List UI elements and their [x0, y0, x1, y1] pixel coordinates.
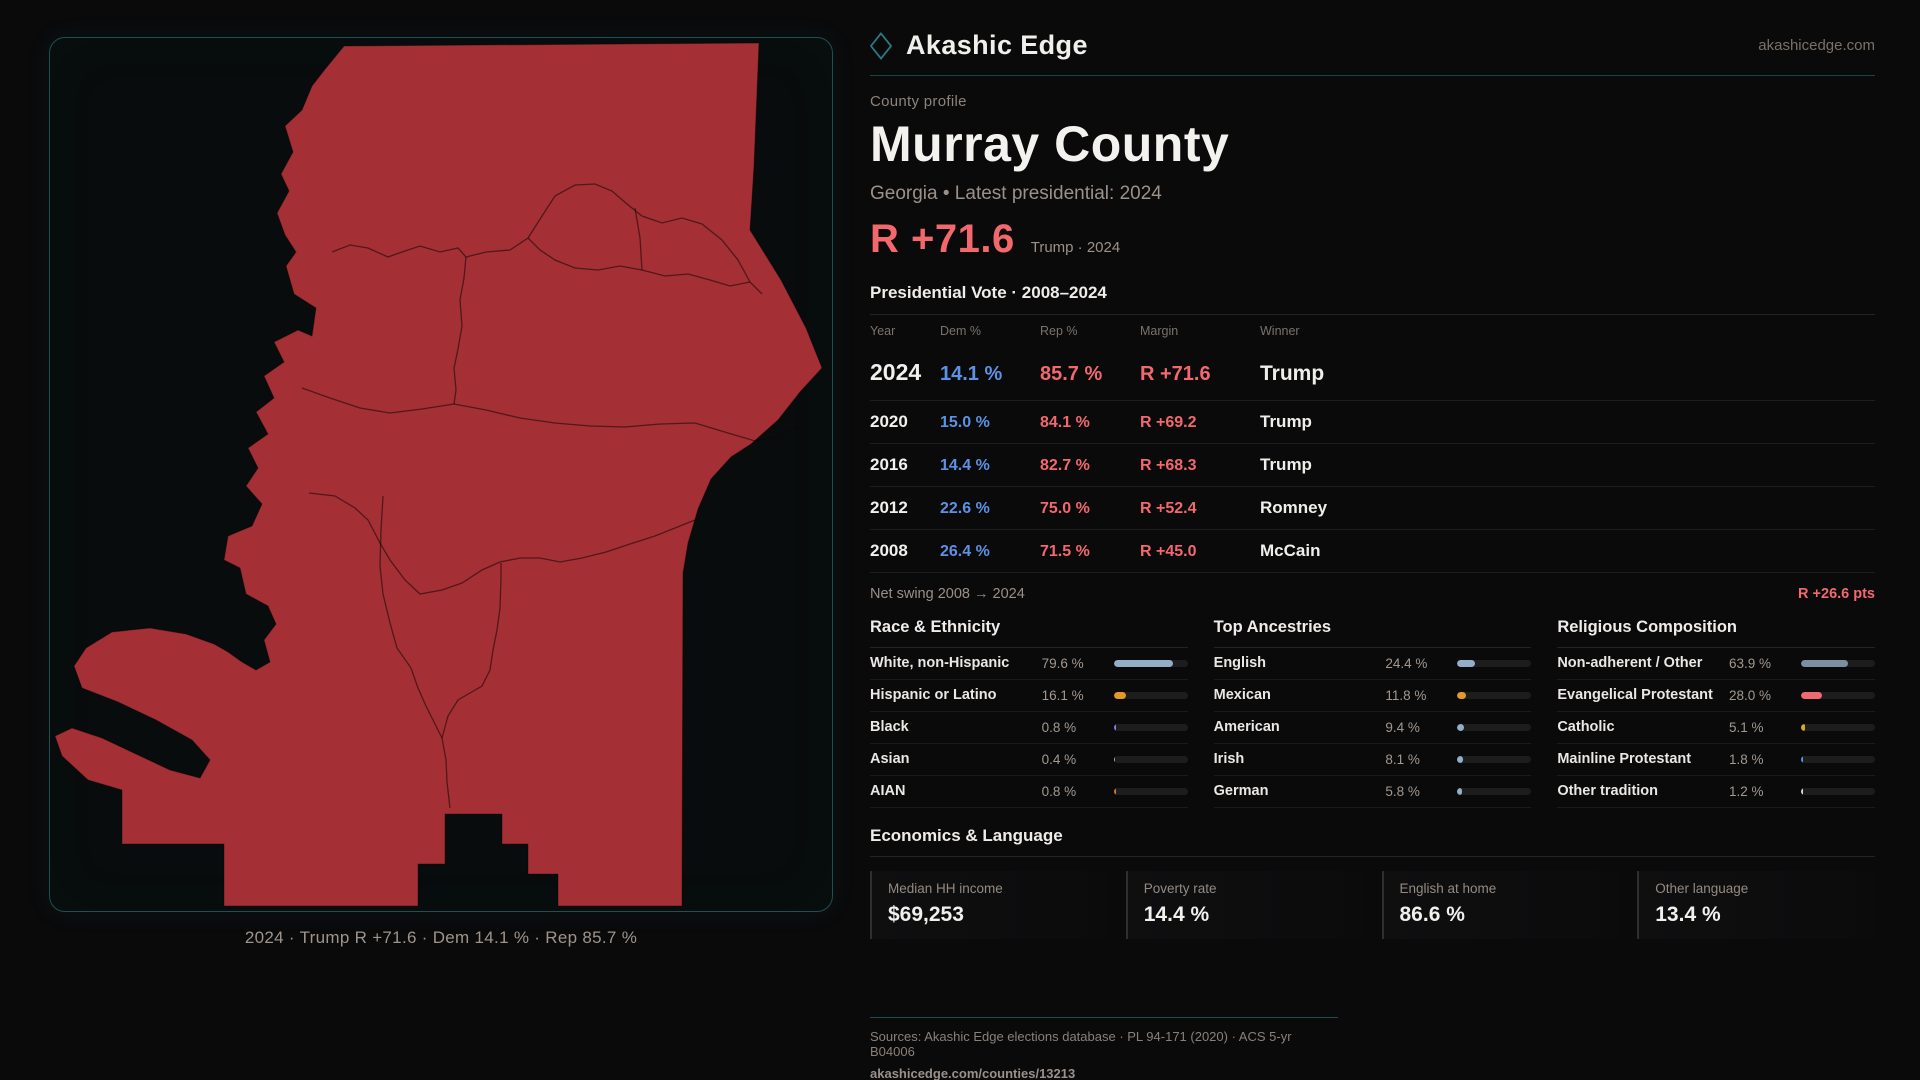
stat-bar-track	[1457, 724, 1531, 731]
county-map-panel	[49, 37, 833, 912]
stat-label: Catholic	[1557, 719, 1615, 735]
stat-row	[1214, 776, 1532, 808]
cell-winner: Trump	[1260, 361, 1325, 385]
stat-row	[870, 680, 1188, 712]
stat-value: 0.8 %	[1041, 719, 1077, 735]
stat-bar-track	[1114, 660, 1188, 667]
stat-value: 5.8 %	[1385, 783, 1420, 799]
col-margin: Margin	[1140, 323, 1179, 338]
stat-label: Mainline Protestant	[1557, 751, 1692, 767]
vote-table-title: Presidential Vote · 2008–2024	[870, 282, 1107, 302]
stat-value: 5.1 %	[1728, 719, 1764, 735]
cell-rep: 71.5 %	[1040, 542, 1090, 560]
stat-label: Asian	[870, 751, 910, 767]
stat-value: 0.8 %	[1041, 783, 1077, 799]
diamond-outline-icon	[870, 32, 892, 60]
section-title: Race & Ethnicity	[870, 618, 1188, 648]
stat-bar-track	[1457, 660, 1531, 667]
stat-bar-track	[1114, 692, 1188, 699]
top-ancestries-column	[1214, 618, 1532, 808]
cell-year: 2020	[870, 411, 908, 431]
footer	[870, 1017, 1338, 1080]
cell-rep: 75.0 %	[1040, 499, 1090, 517]
county-shape	[55, 43, 822, 906]
county-map	[50, 38, 833, 912]
county-permalink[interactable]: akashicedge.com/counties/13213	[870, 1065, 1076, 1080]
cell-winner: Trump	[1260, 411, 1312, 431]
cell-rep: 82.7 %	[1040, 456, 1090, 474]
stat-label: Irish	[1213, 751, 1245, 767]
col-winner: Winner	[1260, 323, 1300, 338]
cell-rep: 84.1 %	[1040, 413, 1090, 431]
stat-row	[870, 744, 1188, 776]
sources-line: Sources: Akashic Edge elections database · PL 94-171 (2020) · ACS 5-yr B04006	[870, 1028, 1292, 1059]
stat-card-label: English at home	[1399, 880, 1497, 896]
stat-label: White, non-Hispanic	[870, 655, 1010, 671]
presidential-vote-table	[870, 314, 1875, 573]
demographics-columns	[870, 618, 1875, 808]
stat-row	[1214, 744, 1532, 776]
stat-bar-track	[1114, 756, 1188, 763]
stat-label: Other tradition	[1557, 783, 1659, 799]
table-row	[870, 401, 1875, 444]
header	[870, 30, 1875, 76]
stat-value: 9.4 %	[1385, 719, 1420, 735]
stat-label: Black	[870, 719, 909, 735]
table-row	[870, 530, 1875, 573]
net-swing-label: Net swing 2008 → 2024	[870, 585, 1025, 602]
table-row	[870, 444, 1875, 487]
stat-label: Evangelical Protestant	[1557, 687, 1713, 703]
vote-table-header-row	[870, 315, 1875, 345]
stat-label: Mexican	[1213, 687, 1271, 703]
race-ethnicity-column	[870, 618, 1188, 808]
stat-bar-fill	[1114, 788, 1116, 795]
stat-row	[1557, 744, 1875, 776]
stat-bar-track	[1801, 756, 1875, 763]
stat-bar-fill	[1457, 660, 1475, 667]
stat-bar-fill	[1801, 724, 1805, 731]
cell-winner: McCain	[1260, 540, 1321, 560]
stat-bar-track	[1801, 788, 1875, 795]
state-and-latest-line: Georgia • Latest presidential: 2024	[870, 182, 1162, 204]
stat-value: 28.0 %	[1728, 687, 1772, 703]
stat-row	[1557, 648, 1875, 680]
stat-card-label: Other language	[1655, 880, 1749, 896]
county-profile-card	[870, 30, 1875, 1080]
col-dem: Dem %	[940, 323, 981, 338]
stat-bar-track	[1801, 724, 1875, 731]
cell-year: 2024	[870, 358, 922, 385]
stat-bar-fill	[1801, 756, 1803, 763]
stat-card-value: 14.4 %	[1143, 902, 1210, 926]
stat-row	[1557, 712, 1875, 744]
stat-row	[1214, 712, 1532, 744]
cell-rep: 85.7 %	[1040, 362, 1103, 385]
col-rep: Rep %	[1040, 323, 1078, 338]
stat-card	[1637, 871, 1875, 939]
cell-dem: 15.0 %	[940, 413, 990, 431]
table-row	[870, 345, 1875, 401]
stat-bar-track	[1114, 788, 1188, 795]
stat-card-value: 13.4 %	[1655, 902, 1721, 926]
net-swing-row	[870, 586, 1875, 602]
stat-bar-fill	[1801, 660, 1848, 667]
stat-bar-fill	[1114, 660, 1173, 667]
stat-bar-track	[1801, 692, 1875, 699]
stat-row	[1557, 680, 1875, 712]
economics-section-title: Economics & Language	[870, 826, 1875, 857]
stat-card-value: 86.6 %	[1399, 902, 1465, 926]
cell-dem: 14.4 %	[940, 456, 990, 474]
stat-label: English	[1213, 655, 1267, 671]
cell-year: 2016	[870, 454, 908, 474]
stat-label: AIAN	[870, 783, 906, 799]
stat-bar-fill	[1457, 724, 1464, 731]
stat-card-label: Poverty rate	[1143, 880, 1217, 896]
cell-margin: R +71.6	[1140, 362, 1211, 385]
stat-row	[1214, 680, 1532, 712]
economics-cards	[870, 871, 1875, 939]
stat-card	[870, 871, 1108, 939]
stat-card	[1382, 871, 1620, 939]
cell-margin: R +69.2	[1140, 413, 1197, 431]
net-swing-value: R +26.6 pts	[1798, 585, 1875, 602]
stat-row	[870, 712, 1188, 744]
stat-value: 16.1 %	[1041, 687, 1084, 703]
stat-value: 1.2 %	[1728, 783, 1764, 799]
eyebrow-label: County profile	[870, 93, 967, 110]
stat-bar-fill	[1457, 788, 1461, 795]
brand-name: Akashic Edge	[906, 30, 1088, 60]
table-row	[870, 487, 1875, 530]
stat-bar-fill	[1114, 724, 1116, 731]
stat-bar-fill	[1457, 756, 1463, 763]
map-caption: 2024 · Trump R +71.6 · Dem 14.1 % · Rep 85.7 %	[244, 928, 638, 947]
col-year: Year	[870, 323, 896, 338]
stat-value: 79.6 %	[1041, 655, 1084, 671]
cell-dem: 14.1 %	[940, 362, 1003, 385]
stat-value: 63.9 %	[1728, 655, 1772, 671]
stat-row	[1214, 648, 1532, 680]
stat-bar-fill	[1114, 692, 1126, 699]
stat-label: Hispanic or Latino	[870, 687, 997, 703]
stat-label: German	[1213, 783, 1269, 799]
cell-margin: R +45.0	[1140, 542, 1197, 560]
stat-label: Non-adherent / Other	[1557, 655, 1703, 671]
stat-card-value: $69,253	[888, 902, 964, 926]
headline-margin-value: R +71.6	[870, 216, 1015, 261]
stat-bar-track	[1801, 660, 1875, 667]
stat-bar-fill	[1457, 692, 1466, 699]
stat-value: 0.4 %	[1041, 751, 1077, 767]
stat-value: 24.4 %	[1385, 655, 1428, 671]
page-title: Murray County	[870, 116, 1230, 172]
stat-value: 11.8 %	[1385, 687, 1427, 703]
stat-label: American	[1213, 719, 1280, 735]
stat-bar-fill	[1801, 788, 1803, 795]
section-title: Religious Composition	[1557, 618, 1875, 648]
stat-bar-track	[1114, 724, 1188, 731]
stat-bar-track	[1457, 756, 1531, 763]
religious-composition-column	[1557, 618, 1875, 808]
stat-value: 8.1 %	[1385, 751, 1420, 767]
stat-bar-track	[1457, 788, 1531, 795]
cell-dem: 26.4 %	[940, 542, 990, 560]
stat-bar-fill	[1801, 692, 1822, 699]
brand-logo	[870, 30, 1088, 61]
headline-margin-block	[870, 217, 1875, 262]
stat-bar-track	[1457, 692, 1531, 699]
cell-winner: Trump	[1260, 454, 1312, 474]
stat-card-label: Median HH income	[888, 880, 1003, 896]
stat-row	[1557, 776, 1875, 808]
cell-year: 2008	[870, 540, 908, 560]
section-title: Top Ancestries	[1214, 618, 1532, 648]
cell-margin: R +52.4	[1140, 499, 1197, 517]
cell-year: 2012	[870, 497, 908, 517]
stat-row	[870, 776, 1188, 808]
cell-margin: R +68.3	[1140, 456, 1197, 474]
stat-row	[870, 648, 1188, 680]
stat-card	[1126, 871, 1364, 939]
cell-winner: Romney	[1260, 497, 1328, 517]
headline-margin-note: Trump · 2024	[1030, 238, 1121, 256]
stat-value: 1.8 %	[1728, 751, 1764, 767]
brand-domain-link[interactable]: akashicedge.com	[1758, 37, 1875, 54]
cell-dem: 22.6 %	[940, 499, 990, 517]
